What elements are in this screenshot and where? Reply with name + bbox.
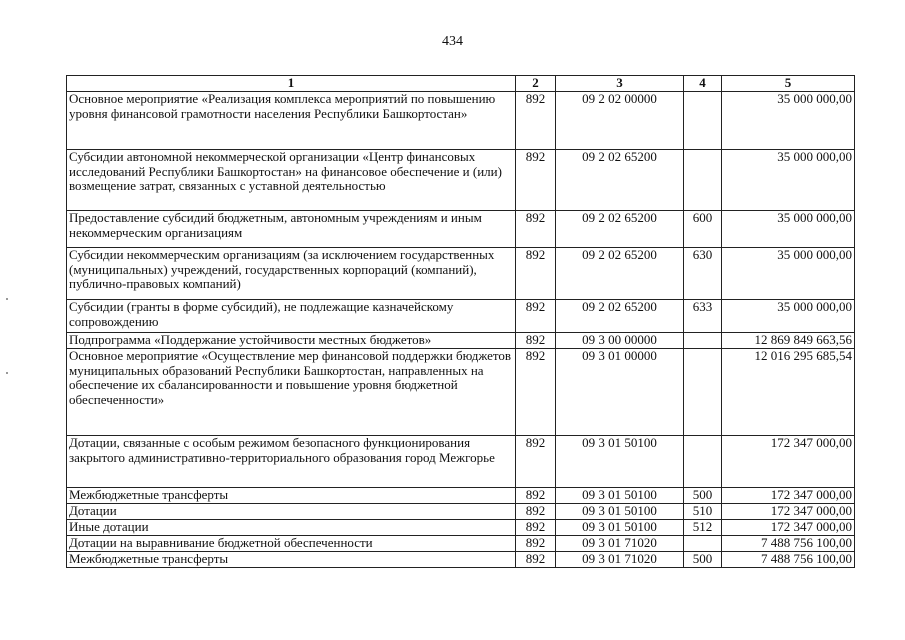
row-admin-code-cell: 892 xyxy=(516,333,556,349)
row-expense-type-cell: 600 xyxy=(684,211,722,248)
row-name-cell: Межбюджетные трансферты xyxy=(67,552,516,568)
row-amount-cell: 7 488 756 100,00 xyxy=(722,536,855,552)
row-name-cell: Дотации, связанные с особым режимом безопасного функционирования закрытого административно-территориального образования город Межгорье xyxy=(67,436,516,488)
row-amount-cell: 12 016 295 685,54 xyxy=(722,349,855,436)
row-name-cell: Предоставление субсидий бюджетным, автономным учреждениям и иным некоммерческим организациям xyxy=(67,211,516,248)
table-header-row xyxy=(67,76,855,92)
row-admin-code-cell: 892 xyxy=(516,248,556,300)
row-target-code-cell: 09 3 01 71020 xyxy=(556,536,684,552)
row-admin-code-cell: 892 xyxy=(516,504,556,520)
table-row xyxy=(67,248,855,300)
scan-edge-mark xyxy=(6,298,8,300)
row-admin-code-cell: 892 xyxy=(516,92,556,150)
row-admin-code-cell: 892 xyxy=(516,150,556,211)
row-target-code-cell: 09 2 02 00000 xyxy=(556,92,684,150)
row-amount-cell: 172 347 000,00 xyxy=(722,520,855,536)
row-name-cell: Основное мероприятие «Реализация комплекса мероприятий по повышению уровня финансовой грамотности населения Республики Башкортостан» xyxy=(67,92,516,150)
row-amount-cell: 172 347 000,00 xyxy=(722,504,855,520)
row-target-code-cell: 09 3 01 50100 xyxy=(556,436,684,488)
header-col-4: 4 xyxy=(684,76,722,92)
table-row xyxy=(67,92,855,150)
row-admin-code-cell: 892 xyxy=(516,552,556,568)
row-admin-code-cell: 892 xyxy=(516,211,556,248)
row-admin-code-cell: 892 xyxy=(516,536,556,552)
table-row xyxy=(67,488,855,504)
row-name-cell: Дотации на выравнивание бюджетной обеспеченности xyxy=(67,536,516,552)
table-row xyxy=(67,211,855,248)
row-name-cell: Субсидии (гранты в форме субсидий), не подлежащие казначейскому сопровождению xyxy=(67,300,516,333)
row-expense-type-cell: 500 xyxy=(684,552,722,568)
row-target-code-cell: 09 2 02 65200 xyxy=(556,211,684,248)
row-expense-type-cell: 633 xyxy=(684,300,722,333)
row-target-code-cell: 09 3 00 00000 xyxy=(556,333,684,349)
table-row xyxy=(67,504,855,520)
table-row xyxy=(67,349,855,436)
row-target-code-cell: 09 3 01 71020 xyxy=(556,552,684,568)
row-expense-type-cell: 630 xyxy=(684,248,722,300)
row-name-cell: Подпрограмма «Поддержание устойчивости местных бюджетов» xyxy=(67,333,516,349)
table-row xyxy=(67,333,855,349)
row-expense-type-cell xyxy=(684,536,722,552)
row-expense-type-cell: 512 xyxy=(684,520,722,536)
row-expense-type-cell: 500 xyxy=(684,488,722,504)
table-row xyxy=(67,436,855,488)
row-name-cell: Основное мероприятие «Осуществление мер финансовой поддержки бюджетов муниципальных образований Республики Башкортостан, направленных на обеспечение их сбалансированности и повышение уровня бюджетной обеспеченности» xyxy=(67,349,516,436)
table-row xyxy=(67,300,855,333)
scan-edge-mark xyxy=(6,372,8,374)
row-expense-type-cell xyxy=(684,436,722,488)
header-col-1: 1 xyxy=(67,76,516,92)
row-admin-code-cell: 892 xyxy=(516,488,556,504)
table-row xyxy=(67,520,855,536)
row-amount-cell: 172 347 000,00 xyxy=(722,436,855,488)
header-col-2: 2 xyxy=(516,76,556,92)
row-expense-type-cell xyxy=(684,333,722,349)
row-admin-code-cell: 892 xyxy=(516,520,556,536)
row-name-cell: Дотации xyxy=(67,504,516,520)
budget-table xyxy=(66,75,855,568)
row-target-code-cell: 09 3 01 50100 xyxy=(556,488,684,504)
row-name-cell: Иные дотации xyxy=(67,520,516,536)
row-admin-code-cell: 892 xyxy=(516,436,556,488)
row-amount-cell: 35 000 000,00 xyxy=(722,92,855,150)
table-row xyxy=(67,150,855,211)
row-target-code-cell: 09 3 01 50100 xyxy=(556,520,684,536)
row-amount-cell: 172 347 000,00 xyxy=(722,488,855,504)
row-target-code-cell: 09 2 02 65200 xyxy=(556,150,684,211)
row-amount-cell: 35 000 000,00 xyxy=(722,150,855,211)
page-number: 434 xyxy=(442,34,463,49)
row-expense-type-cell: 510 xyxy=(684,504,722,520)
row-amount-cell: 35 000 000,00 xyxy=(722,248,855,300)
row-amount-cell: 12 869 849 663,56 xyxy=(722,333,855,349)
row-target-code-cell: 09 3 01 50100 xyxy=(556,504,684,520)
row-name-cell: Субсидии некоммерческим организациям (за исключением государственных (муниципальных) учреждений, государственных корпораций (компаний), публично-правовых компаний) xyxy=(67,248,516,300)
row-target-code-cell: 09 3 01 00000 xyxy=(556,349,684,436)
row-amount-cell: 7 488 756 100,00 xyxy=(722,552,855,568)
header-col-3: 3 xyxy=(556,76,684,92)
table-body xyxy=(67,92,855,568)
row-amount-cell: 35 000 000,00 xyxy=(722,300,855,333)
row-expense-type-cell xyxy=(684,349,722,436)
row-admin-code-cell: 892 xyxy=(516,300,556,333)
row-amount-cell: 35 000 000,00 xyxy=(722,211,855,248)
header-col-5: 5 xyxy=(722,76,855,92)
table-row xyxy=(67,536,855,552)
row-expense-type-cell xyxy=(684,92,722,150)
row-target-code-cell: 09 2 02 65200 xyxy=(556,248,684,300)
row-name-cell: Межбюджетные трансферты xyxy=(67,488,516,504)
table-row xyxy=(67,552,855,568)
row-target-code-cell: 09 2 02 65200 xyxy=(556,300,684,333)
row-expense-type-cell xyxy=(684,150,722,211)
row-admin-code-cell: 892 xyxy=(516,349,556,436)
row-name-cell: Субсидии автономной некоммерческой организации «Центр финансовых исследований Республики Башкортостан» на финансовое обеспечение и (или) возмещение затрат, связанных с уставной деятельностью xyxy=(67,150,516,211)
